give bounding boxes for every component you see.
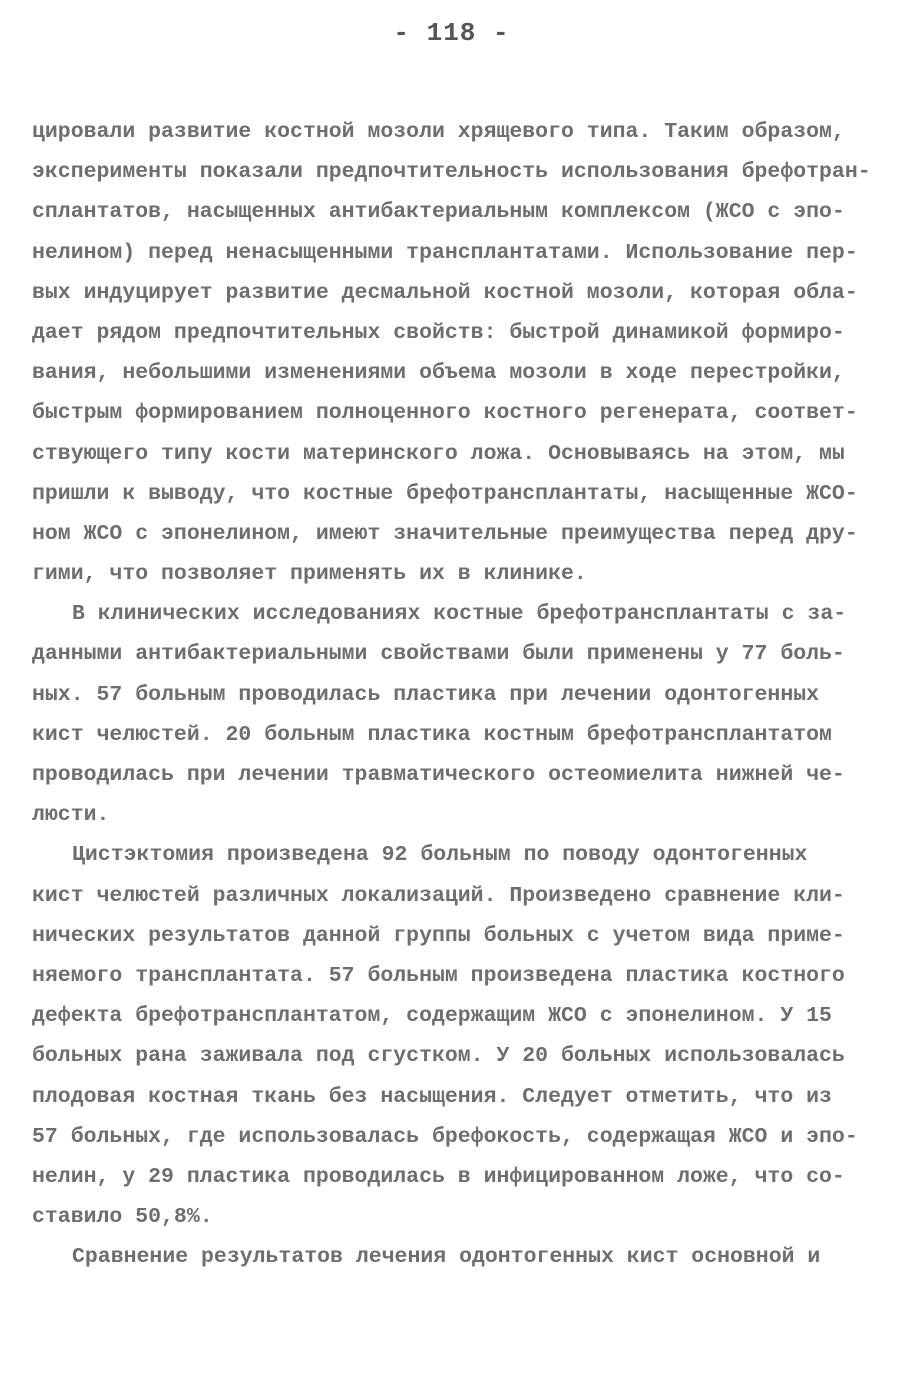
text-line: вания, небольшими изменениями объема мозоли в ходе перестройки, [32, 361, 845, 386]
text-line: вых индуцирует развитие десмальной костной мозоли, которая обла- [32, 280, 858, 305]
text-line: больных рана заживала под сгустком. У 20 больных использовалась [32, 1044, 845, 1069]
paragraph-first-line: Сравнение результатов лечения одонтогенных кист основной и [72, 1245, 821, 1270]
text-line: цировали развитие костной мозоли хрящевого типа. Таким образом, [32, 120, 845, 144]
text-line: быстрым формированием полноценного костного регенерата, соответ- [32, 401, 858, 426]
text-line: кист челюстей различных локализаций. Произведено сравнение кли- [32, 883, 845, 908]
text-line: сплантатов, насыщенных антибактериальным комплексом (ЖСО с эпо- [32, 200, 845, 225]
text-line: гими, что позволяет применять их в клинике. [32, 562, 587, 587]
text-line: дефекта брефотрансплантатом, содержащим ЖСО с эпонелином. У 15 [32, 1004, 832, 1029]
text-line: няемого трансплантата. 57 больным произведена пластика костного [32, 963, 845, 988]
text-line: эксперименты показали предпочтительность использования брефотран- [32, 160, 871, 185]
text-line: ном ЖСО с эпонелином, имеют значительные преимущества перед дру- [32, 521, 858, 546]
text-line: дает рядом предпочтительных свойств: быстрой динамикой формиро- [32, 320, 845, 345]
text-line: ных. 57 больным проводилась пластика при лечении одонтогенных [32, 682, 820, 707]
text-line: нических результатов данной группы больных с учетом вида приме- [32, 923, 845, 948]
text-line: ствующего типу кости материнского ложа. Основываясь на этом, мы [32, 441, 845, 466]
text-line: люсти. [32, 803, 110, 828]
text-line: данными антибактериальными свойствами были применены у 77 боль- [32, 642, 845, 667]
text-line: нелин, у 29 пластика проводилась в инфицированном ложе, что со- [32, 1164, 845, 1189]
text-line: 57 больных, где использовалась брефокость, содержащая ЖСО и эпо- [32, 1124, 858, 1149]
body-text [32, 112, 877, 1277]
paragraph-first-line: В клинических исследованиях костные брефотрансплантаты с за- [72, 602, 847, 627]
paragraph-first-line: Цистэктомия произведена 92 больным по поводу одонтогенных [72, 843, 808, 868]
text-line: пришли к выводу, что костные брефотрансплантаты, насыщенные ЖСО- [32, 481, 858, 506]
text-line: проводилась при лечении травматического остеомиелита нижней че- [32, 763, 845, 787]
text-line: ставило 50,8%. [32, 1205, 213, 1230]
page-number: - 118 - [393, 18, 510, 48]
text-line: плодовая костная ткань без насыщения. Следует отметить, что из [32, 1084, 832, 1109]
text-line: нелином) перед ненасыщенными трансплантатами. Использование пер- [32, 240, 858, 265]
text-line: кист челюстей. 20 больным пластика костным брефотрансплантатом [32, 722, 832, 747]
